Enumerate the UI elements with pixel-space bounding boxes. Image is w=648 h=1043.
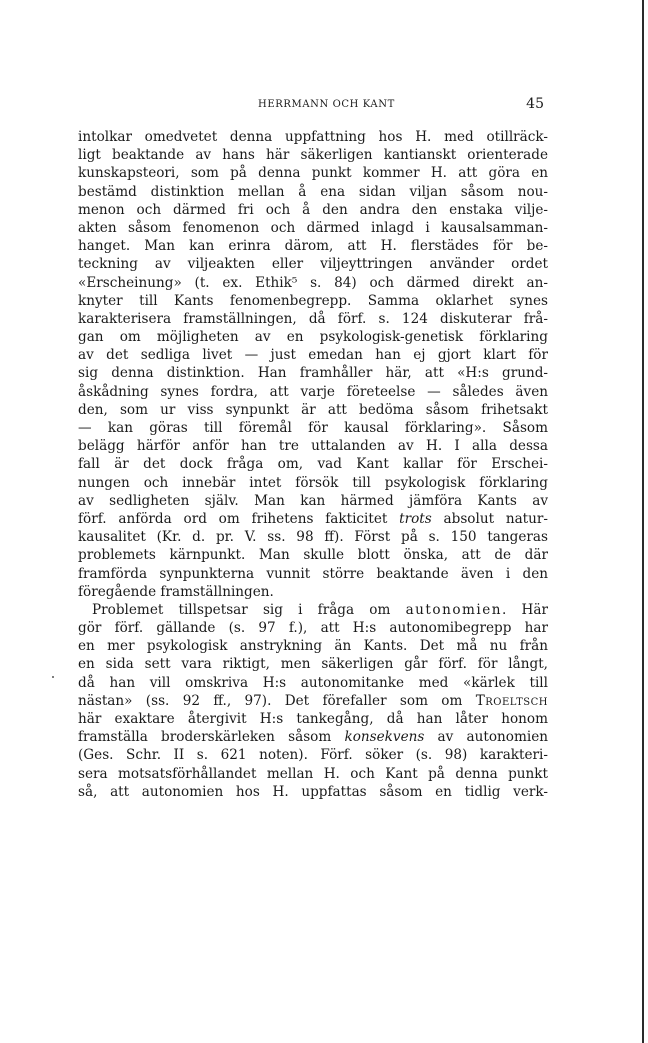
text-run: Problemet tillspetsar sig i fråga om xyxy=(92,601,406,618)
text-line: — kan göras till föremål för kausal förklaring». Såsom xyxy=(78,420,548,436)
margin-speck xyxy=(52,676,54,678)
text-run: . Här xyxy=(502,601,549,618)
text-line: då han vill omskriva H:s autonomitanke med «kärlek till xyxy=(78,674,548,691)
spaced-word: autonomien xyxy=(405,601,503,618)
text-run: av autonomien xyxy=(424,729,548,746)
italic-word: konsekvens xyxy=(344,729,425,746)
text-line: en sida sett vara riktigt, men säkerligen går förf. för långt, xyxy=(78,656,548,673)
text-line: (Ges. Schr. II s. 621 noten). Förf. söker (s. 98) karakteri- xyxy=(78,747,548,764)
text-line: akten såsom fenomenon och därmed inlagd i kausalsamman- xyxy=(78,219,548,236)
text-line: föregående framställningen. xyxy=(78,583,274,600)
text-line xyxy=(78,510,548,528)
text-line: karakterisera framställningen, då förf. s. 124 diskuterar frå- xyxy=(78,310,548,327)
text-line: menon och därmed fri och å den andra den enstaka vilje- xyxy=(78,201,548,218)
text-line: knyter till Kants fenomenbegrepp. Samma oklarhet synes xyxy=(78,292,548,309)
text-line xyxy=(78,728,548,746)
text-line: kausalitet (Kr. d. pr. V. ss. 98 ff). Först på s. 150 tangeras xyxy=(78,529,548,546)
text-line: «Erscheinung» (t. ex. Ethik⁵ s. 84) och därmed direkt an- xyxy=(78,274,548,291)
text-run: absolut natur- xyxy=(431,510,548,527)
text-line: kunskapsteori, som på denna punkt kommer H. att göra en xyxy=(78,165,548,182)
text-line: problemets kärnpunkt. Man skulle blott önska, att de där xyxy=(78,547,548,564)
text-line: ligt beaktande av hans här säkerligen kantianskt orienterade xyxy=(78,147,548,164)
text-line: fall är det dock fråga om, vad Kant kallar för Erschei- xyxy=(78,456,548,473)
text-line: framförda synpunkterna vunnit större beaktande även i den xyxy=(78,565,548,582)
text-run: förf. anförda ord om frihetens fakticitet xyxy=(78,510,400,527)
smallcaps-name: Troeltsch xyxy=(475,692,548,709)
text-line: belägg härför anför han tre uttalanden av H. I alla dessa xyxy=(78,438,548,455)
text-line: av det sedliga livet — just emedan han ej gjort klart för xyxy=(78,347,548,364)
text-line: av sedligheten själv. Man kan härmed jämföra Kants av xyxy=(78,492,548,509)
body-text xyxy=(78,128,548,801)
text-line: så, att autonomien hos H. uppfattas såsom en tidlig verk- xyxy=(78,783,548,800)
text-line: en mer psykologisk anstrykning än Kants. Det må nu från xyxy=(78,638,548,655)
text-line: nungen och innebär intet försök till psykologisk förklaring xyxy=(78,474,548,491)
italic-word: trots xyxy=(399,510,432,527)
page-number: 45 xyxy=(526,96,544,112)
text-line xyxy=(78,601,548,619)
running-head xyxy=(78,96,548,116)
text-run: nästan» (ss. 92 ff., 97). Det förefaller som om xyxy=(78,692,476,709)
text-line: gan om möjligheten av en psykologisk-genetisk förklaring xyxy=(78,329,548,346)
text-line: åskådning synes fordra, att varje företeelse — således även xyxy=(78,383,548,400)
text-line: här exaktare återgivit H:s tankegång, då han låter honom xyxy=(78,711,548,727)
text-line: intolkar omedvetet denna uppfattning hos H. med otillräck- xyxy=(78,129,548,145)
text-line: sera motsatsförhållandet mellan H. och Kant på denna punkt xyxy=(78,765,548,782)
text-line: hanget. Man kan erinra därom, att H. flerstädes för be- xyxy=(78,238,548,255)
text-line: sig denna distinktion. Han framhåller här, att «H:s grund- xyxy=(78,365,548,382)
text-line: teckning av viljeakten eller viljeyttringen använder ordet xyxy=(78,256,548,273)
text-line: bestämd distinktion mellan å ena sidan viljan såsom nou- xyxy=(78,183,548,200)
page-edge-line xyxy=(642,0,644,1043)
running-title: HERRMANN OCH KANT xyxy=(258,99,395,110)
text-run: framställa broderskärleken såsom xyxy=(78,729,345,746)
text-line xyxy=(78,692,548,710)
text-line: den, som ur viss synpunkt är att bedöma såsom frihetsakt xyxy=(78,401,548,418)
text-line: gör förf. gällande (s. 97 f.), att H:s autonomibegrepp har xyxy=(78,620,548,637)
